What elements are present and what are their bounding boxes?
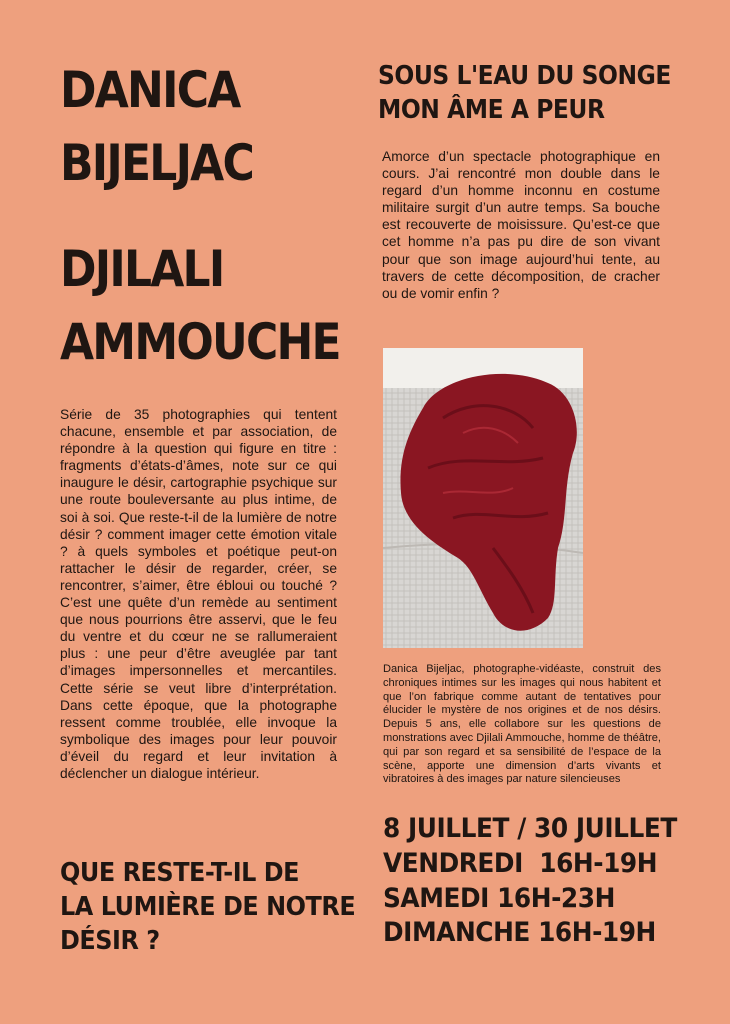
artist-bio-paragraph: Danica Bijeljac, photographe-vidéaste, construit des chroniques intimes sur les images qui nous habitent et que l’on fabrique comme autant de tentatives pour élucider le mystère de nos origines et de nos désirs. Depuis 5 ans, elle collabore sur les questions de monstrations avec Djilali Ammouche, homme de théâtre, qui par son regard et sa sensibilité de l’espace de la scène, apporte une dimension d’arts vivants et vibratoires à des images par nature silencieuses [383,663,661,786]
artist1-name-line-1: DANICA [60,61,240,119]
exhibition-photo [383,348,583,648]
series-description-paragraph: Série de 35 photographies qui tentent chacune, ensemble et par association, de répondre à la question qui figure en titre : fragments d’états-d’âmes, note sur ce qui inaugure le désir, cartographie psychique sur une route bouleversante au plus intime, de soi à soi. Que reste-t-il de la lumière de notre désir ? comment imager cette émotion vitale ? à quels symboles et poétique peut-on rattacher le désir de regarder, créer, se rencontrer, s’aimer, être ébloui ou touché ? C’est une quête d’un remède au sentiment que nous pourrions être asservi, que le feu du ventre et du cœur ne se rallumeraient plus : une peur d’être aveuglée par tant d’images impersonnelles et mercantiles. Cette série se veut libre d’interprétation. Dans cette époque, que la photographe ressent comme troublée, elle invoque la symbolique des images pour leur pouvoir d’éveil du regard et leur invitation à déclencher un dialogue intérieur. [60,407,337,781]
date-range: 8 JUILLET / 30 JUILLET [383,813,677,844]
schedule-saturday: SAMEDI 16H-23H [383,883,615,914]
red-cloth-photo-illustration [383,348,583,648]
artist1-name-line-2: BIJELJAC [60,134,254,192]
exhibition-title-line-1: SOUS L'EAU DU SONGE [378,61,671,91]
artist2-name-line-2: AMMOUCHE [60,313,340,371]
question-heading-line-1: QUE RESTE-T-IL DE [60,858,300,888]
exhibition-title-line-2: MON ÂME A PEUR [378,95,605,125]
intro-paragraph: Amorce d’un spectacle photographique en cours. J’ai rencontré mon double dans le regard d’un homme inconnu en costume militaire surgit d’un autre temps. Sa bouche est recouverte de moisissure. Qu’est-ce que cet homme n’a pas pu dire de son vivant pour que son image aujourd’hui tente, au travers de cette décomposition, de cracher ou de vomir enfin ? [382,149,660,301]
artist2-name-line-1: DJILALI [60,240,224,298]
question-heading-line-3: DÉSIR ? [60,926,160,956]
schedule-friday: VENDREDI 16H-19H [383,848,658,879]
question-heading-line-2: LA LUMIÈRE DE NOTRE [60,892,356,922]
schedule-sunday: DIMANCHE 16H-19H [383,917,656,948]
